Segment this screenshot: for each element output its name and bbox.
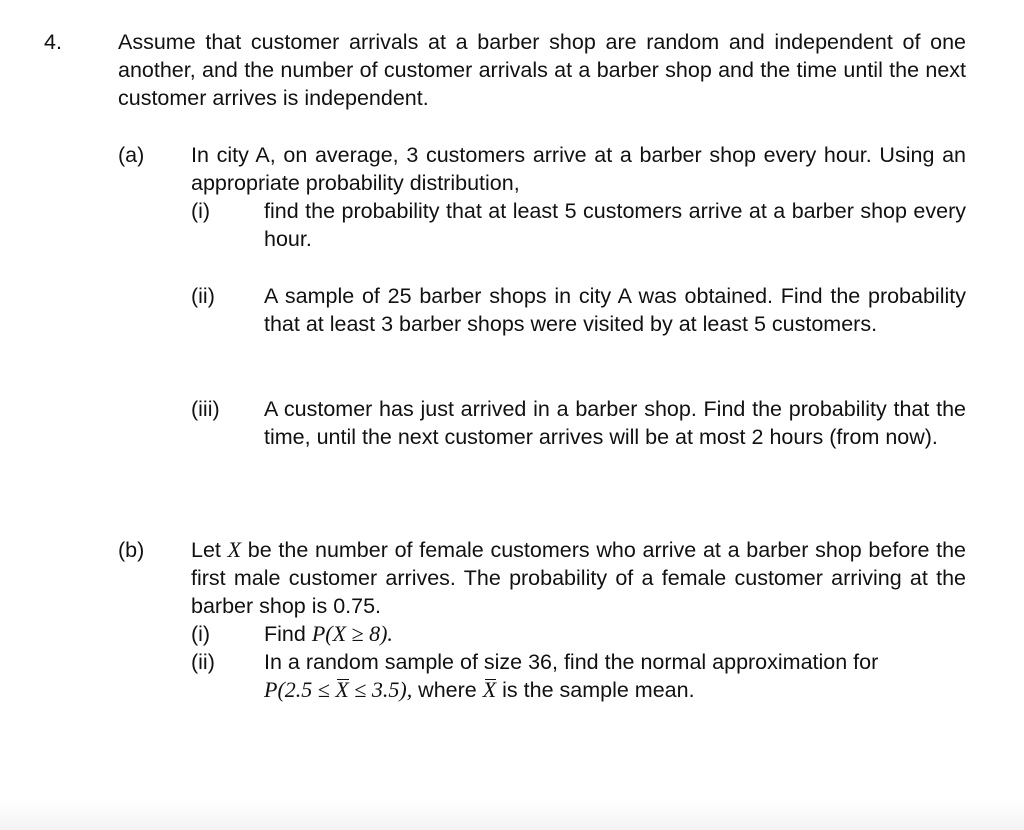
part-b-label: (b) — [118, 538, 145, 562]
part-b-i-label: (i) — [191, 622, 211, 646]
part-a-text: In city A, on average, 3 customers arrive at a barber shop every hour. Using an appropriate probability distribution, — [191, 143, 966, 195]
part-b-ii-label: (ii) — [191, 650, 215, 674]
part-a-ii-text: A sample of 25 barber shops in city A was obtained. Find the probability that at least 3 barber shops were visited by at least 5 customers. — [264, 284, 966, 336]
part-b-text-start: Let — [191, 538, 228, 562]
question-intro: Assume that customer arrivals at a barber shop are random and independent of one another, and the number of customer arrivals at a barber shop and the time until the next customer arrives is independent. — [118, 30, 966, 110]
part-b-ii-where: where — [412, 678, 483, 702]
part-b-i-math: P(X ≥ 8). — [311, 621, 393, 646]
part-a-ii-label: (ii) — [191, 284, 215, 308]
part-b-ii-math: P(2.5 ≤ X ≤ 3.5), — [264, 677, 413, 702]
xbar-symbol: X — [335, 677, 349, 702]
part-b-i-text — [264, 620, 966, 648]
part-b-ii-text — [264, 648, 966, 704]
page-bottom-shade — [0, 800, 1024, 830]
part-a-i-label: (i) — [191, 199, 211, 223]
xbar-symbol-2: X — [482, 677, 497, 702]
part-a-label: (a) — [118, 143, 145, 167]
part-b-text-rest: be the number of female customers who arrive at a barber shop before the first male customer arrives. The probability of a female customer arriving at the barber shop is 0.75. — [191, 538, 966, 618]
part-a-iii-text: A customer has just arrived in a barber shop. Find the probability that the time, until the next customer arrives will be at most 2 hours (from now). — [264, 397, 966, 449]
variable-x: X — [227, 537, 242, 562]
part-b-ii-line1: In a random sample of size 36, find the normal approximation for — [264, 650, 879, 674]
part-a-iii-label: (iii) — [191, 397, 220, 421]
part-b-i-prefix: Find — [264, 622, 312, 646]
question-number: 4. — [44, 30, 62, 54]
part-b-ii-tail: is the sample mean. — [496, 678, 695, 702]
part-a-i-text: find the probability that at least 5 customers arrive at a barber shop every hour. — [264, 199, 966, 251]
part-b-text — [191, 536, 966, 620]
